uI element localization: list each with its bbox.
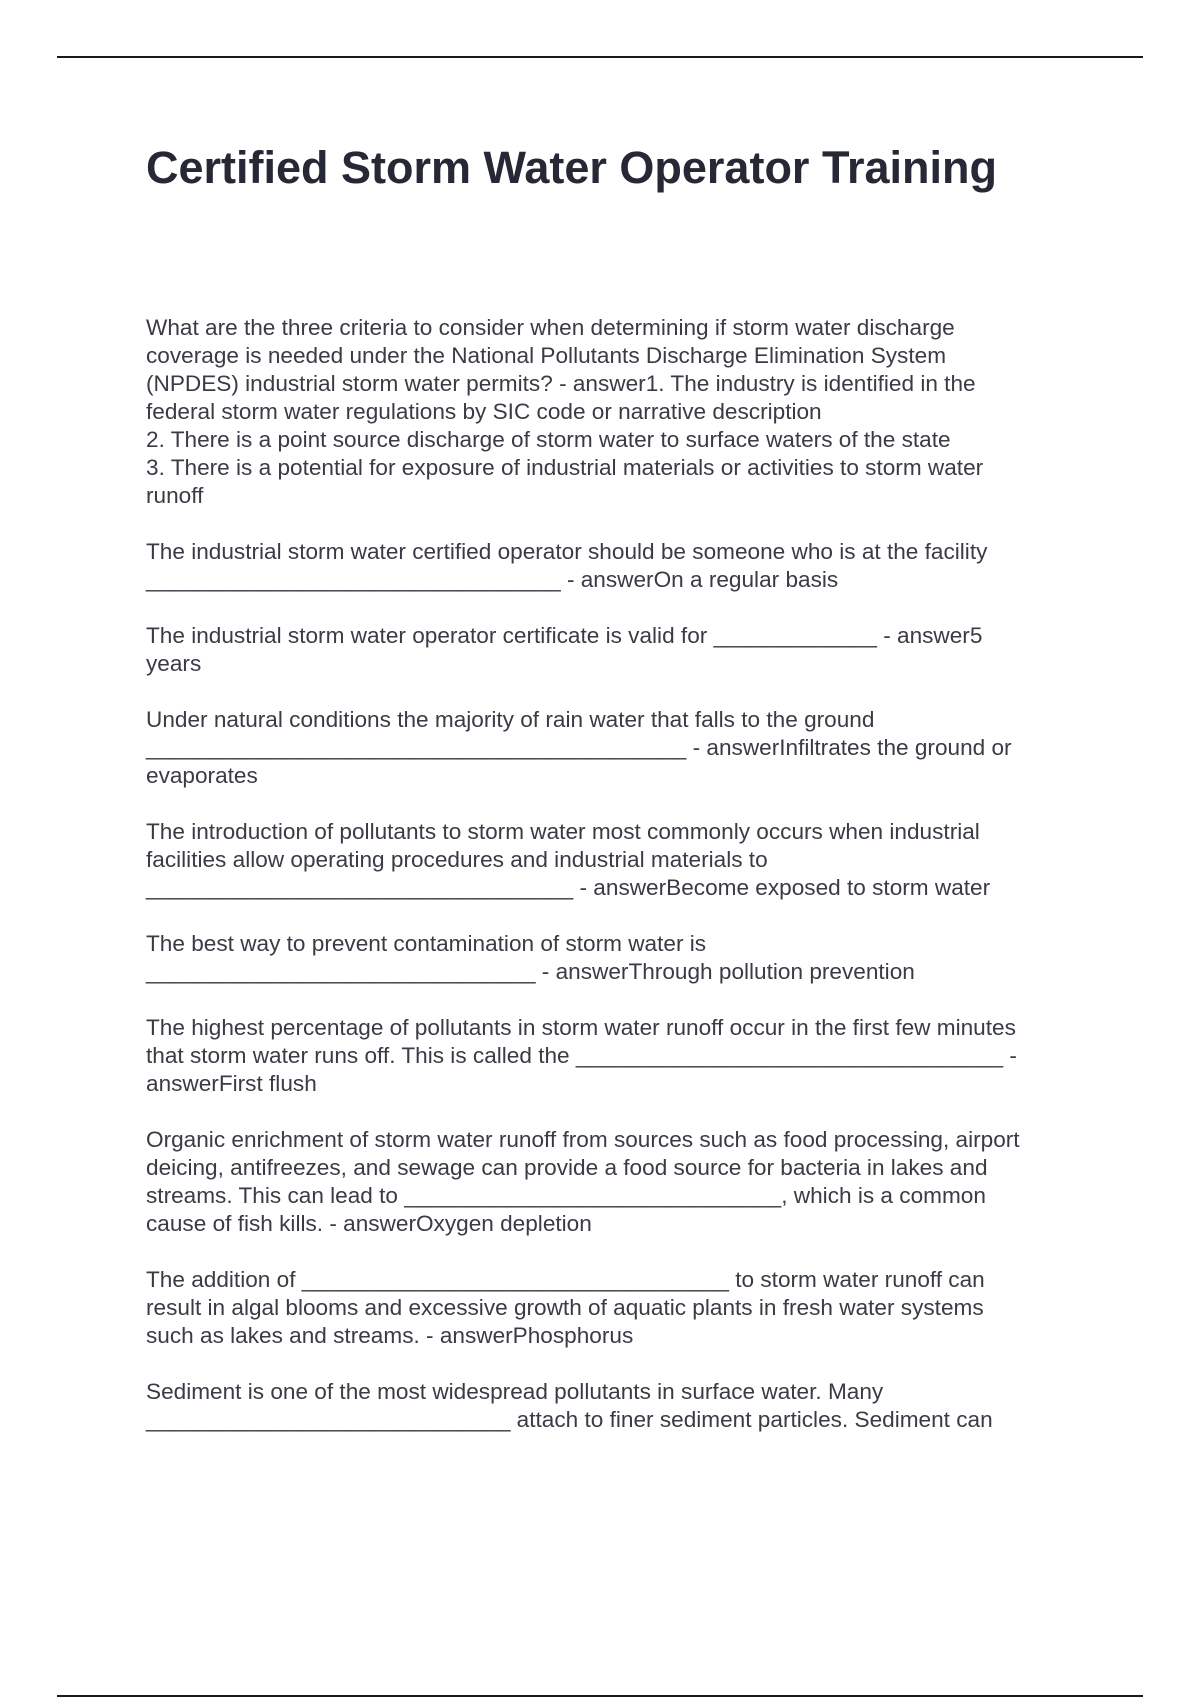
question-answer-7: The highest percentage of pollutants in storm water runoff occur in the first few minutes that storm water runs off. This is called the __________________________________ - answerFirst flush xyxy=(146,1015,1017,1096)
question-answer-1: What are the three criteria to consider when determining if storm water discharge coverage is needed under the National Pollutants Discharge Elimination System (NPDES) industrial storm water permits? - answer1. The industry is identified in the federal storm water regulations by SIC code or narrative description 2. There is a point source discharge of storm water to surface waters of the state 3. There is a potential for exposure of industrial materials or activities to storm water runoff xyxy=(146,315,984,508)
top-divider xyxy=(57,56,1143,58)
question-answer-3: The industrial storm water operator certificate is valid for _____________ - answer5 years xyxy=(146,623,983,676)
question-answer-10: Sediment is one of the most widespread pollutants in surface water. Many _____________________________ attach to finer sediment particles. Sediment can xyxy=(146,1379,993,1432)
question-answer-8: Organic enrichment of storm water runoff from sources such as food processing, airport deicing, antifreezes, and sewage can provide a food source for bacteria in lakes and streams. This can lead to ______________________________, which is a common cause of fish kills. - answerOxygen depletion xyxy=(146,1127,1020,1236)
question-list xyxy=(146,314,1086,1462)
document-title: Certified Storm Water Operator Training xyxy=(146,142,997,193)
bottom-divider xyxy=(57,1695,1143,1697)
question-answer-9: The addition of __________________________________ to storm water runoff can result in algal blooms and excessive growth of aquatic plants in fresh water systems such as lakes and streams. - answerPhosphorus xyxy=(146,1267,985,1348)
question-answer-5: The introduction of pollutants to storm water most commonly occurs when industrial facilities allow operating procedures and industrial materials to __________________________________ - answerBecome exposed to storm water xyxy=(146,819,991,900)
question-answer-4: Under natural conditions the majority of rain water that falls to the ground ___________________________________________ - answerInfiltrates the ground or evaporates xyxy=(146,707,1012,788)
question-answer-2: The industrial storm water certified operator should be someone who is at the facility _________________________________ - answerOn a regular basis xyxy=(146,539,988,592)
question-answer-6: The best way to prevent contamination of storm water is _______________________________ - answerThrough pollution prevention xyxy=(146,931,915,984)
